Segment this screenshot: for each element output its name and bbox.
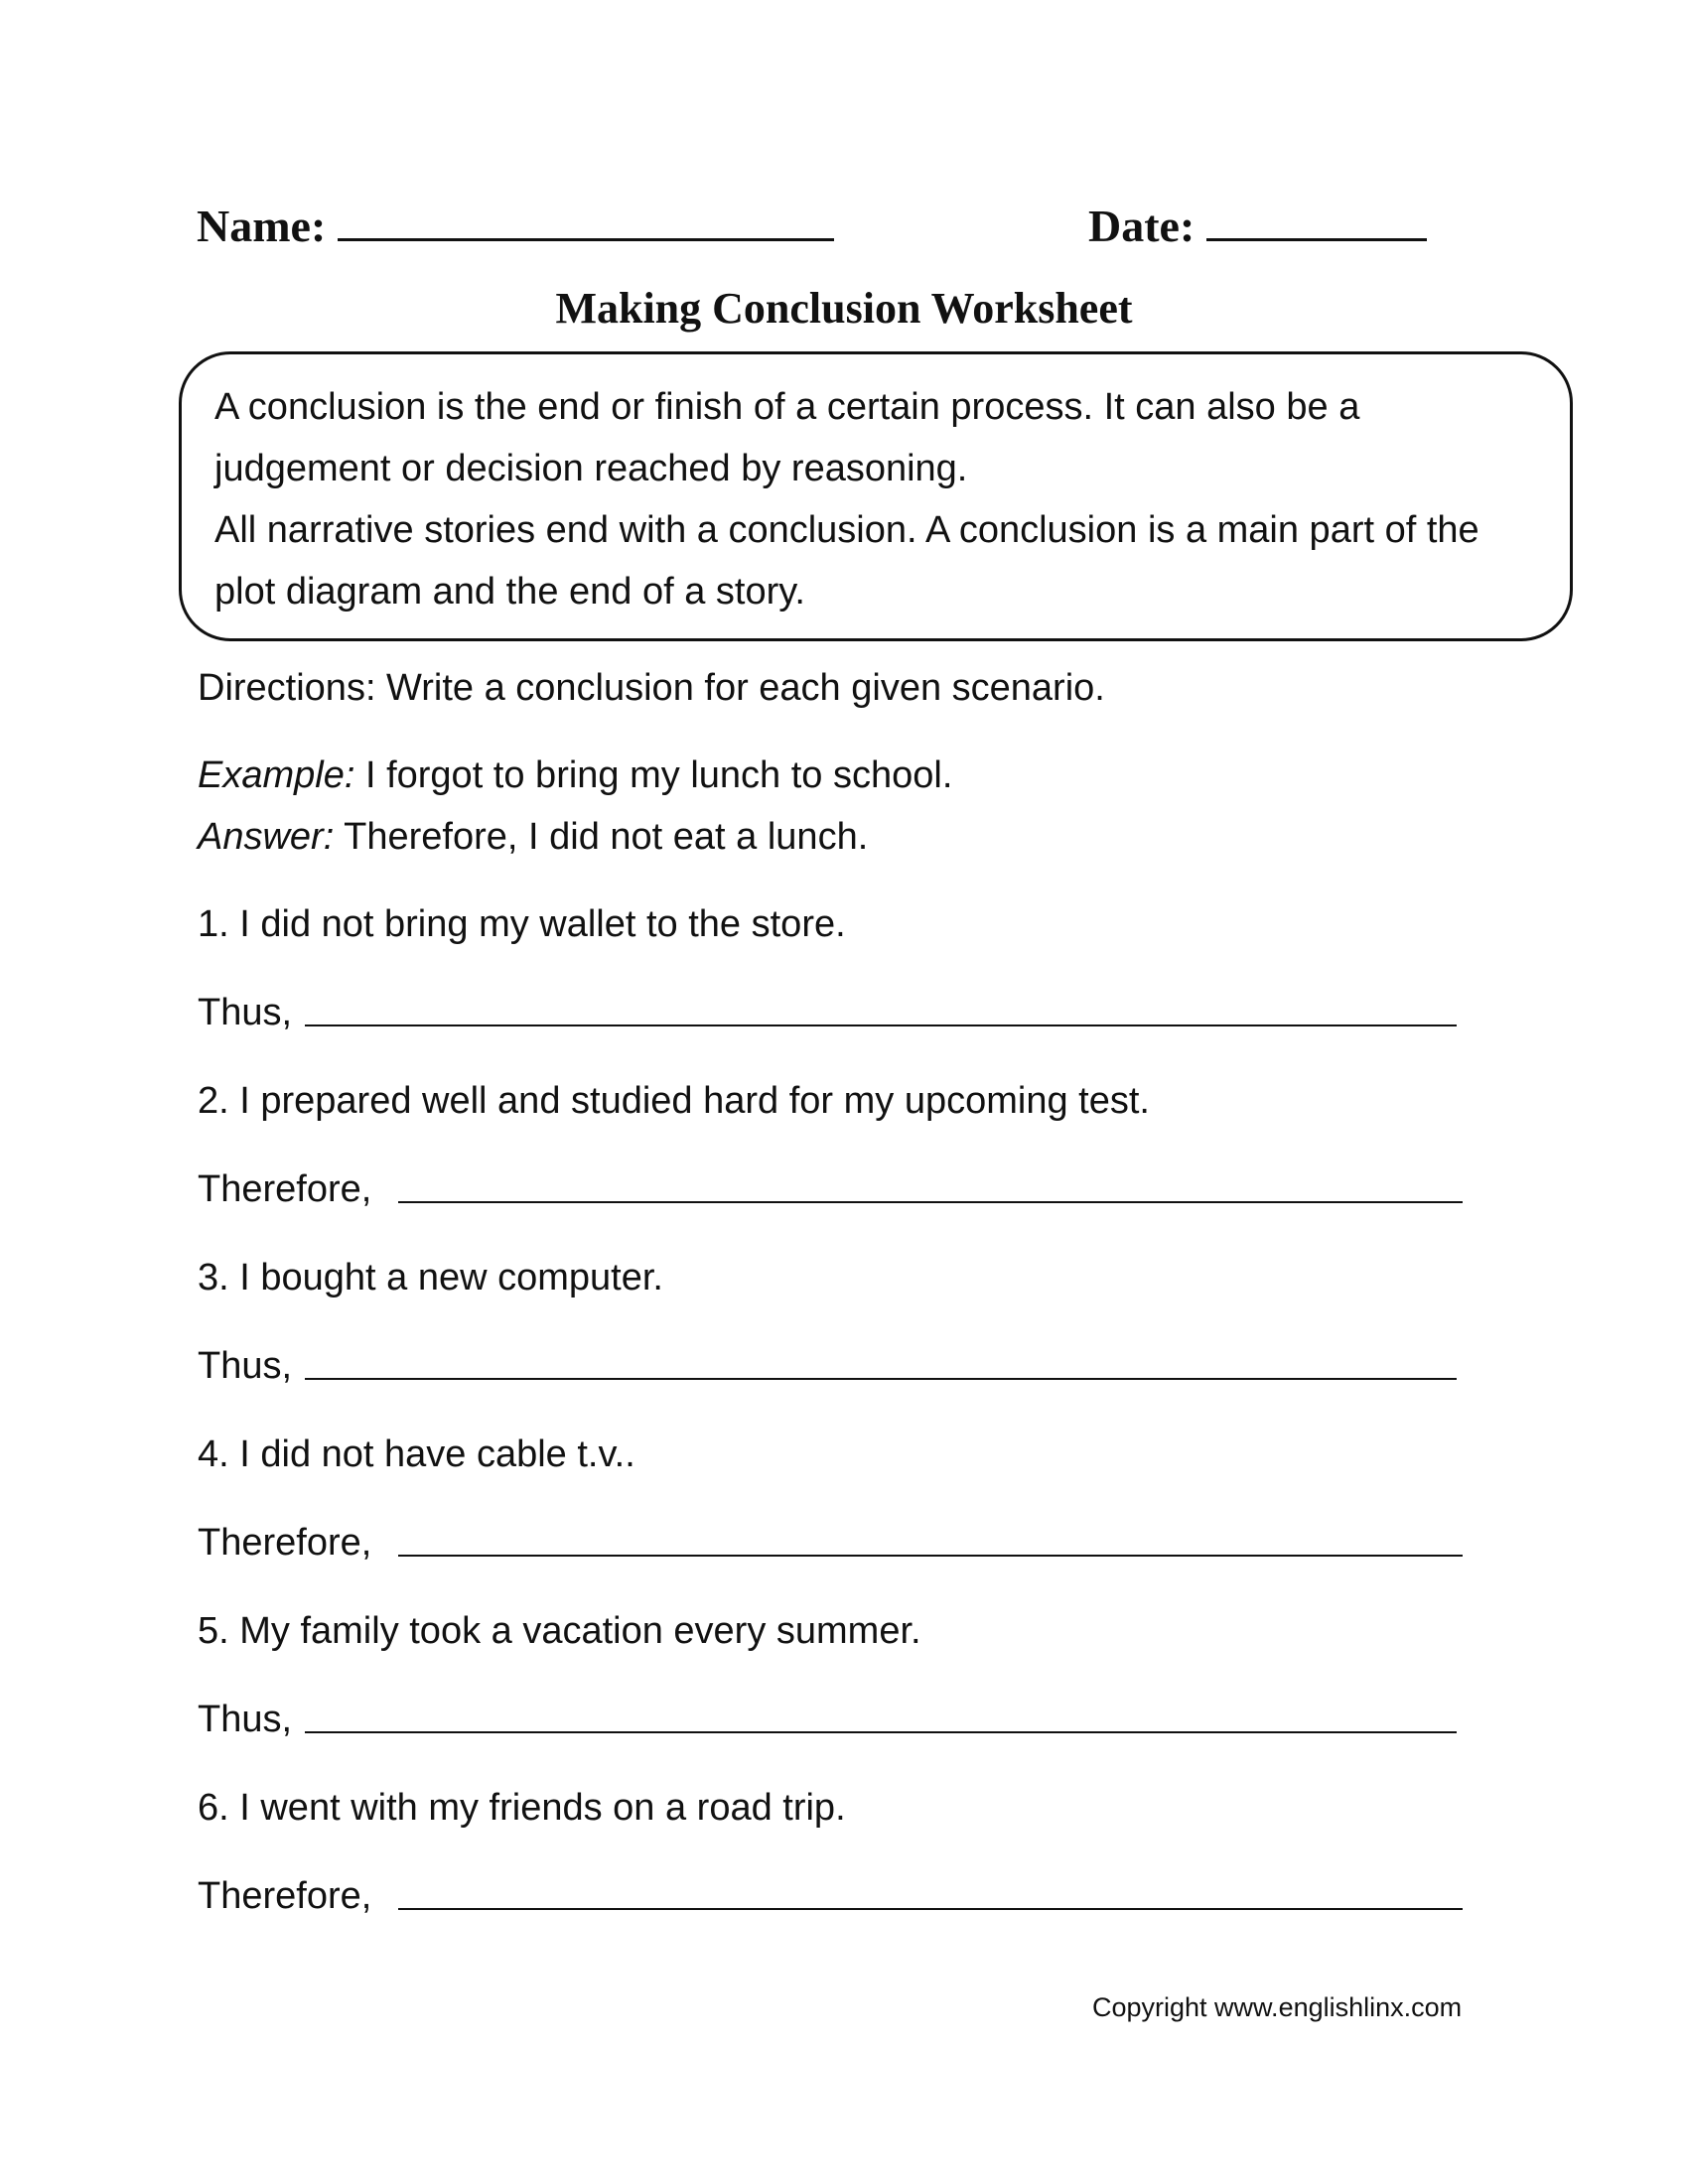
definition-text-1: A conclusion is the end or finish of a certain process. It can also be a judgement or decision reached by reasoning. [214, 386, 1360, 489]
question-4-prompt: 4. I did not have cable t.v.. [198, 1433, 635, 1475]
answer-blank[interactable] [305, 1731, 1457, 1733]
answer-label: Thus, [198, 1699, 293, 1740]
definition-text-2: All narrative stories end with a conclusion. A conclusion is a main part of the plot diagram and the end of a story. [214, 509, 1479, 613]
date-blank[interactable] [1206, 195, 1427, 241]
directions: Directions: Write a conclusion for each given scenario. [198, 667, 1105, 709]
example-label: Example: [198, 754, 355, 796]
example-line [198, 754, 952, 797]
answer-label: Therefore, [198, 1522, 372, 1564]
copyright-notice: Copyright www.englishlinx.com [1092, 1992, 1463, 2022]
answer-label: Therefore, [198, 1168, 372, 1210]
example-answer-text: Therefore, I did not eat a lunch. [334, 816, 869, 858]
date-label: Date: [1088, 201, 1196, 251]
answer-label: Thus, [198, 1345, 293, 1387]
name-blank[interactable] [338, 195, 834, 241]
answer-blank[interactable] [398, 1908, 1463, 1910]
date-field [1088, 195, 1427, 252]
header-row [197, 195, 1428, 254]
example-text: I forgot to bring my lunch to school. [354, 754, 953, 796]
definition-box [179, 351, 1573, 641]
question-1-answer [198, 992, 1459, 1034]
question-3-prompt: 3. I bought a new computer. [198, 1257, 663, 1298]
answer-label: Therefore, [198, 1875, 372, 1917]
question-5-answer [198, 1699, 1459, 1741]
question-6-answer [198, 1875, 1465, 1918]
answer-label: Thus, [198, 992, 293, 1033]
example-answer-line [198, 816, 868, 859]
question-5-prompt: 5. My family took a vacation every summer. [198, 1610, 921, 1652]
answer-blank[interactable] [305, 1024, 1457, 1026]
answer-blank[interactable] [305, 1378, 1457, 1380]
name-label: Name: [197, 201, 327, 251]
name-field [197, 195, 834, 252]
question-4-answer [198, 1522, 1465, 1565]
answer-blank[interactable] [398, 1201, 1463, 1203]
question-6-prompt: 6. I went with my friends on a road trip. [198, 1787, 846, 1829]
question-1-prompt: 1. I did not bring my wallet to the store. [198, 903, 846, 945]
question-2-answer [198, 1168, 1465, 1211]
worksheet-title: Making Conclusion Worksheet [555, 284, 1133, 333]
question-3-answer [198, 1345, 1459, 1388]
example-answer-label: Answer: [198, 816, 335, 858]
answer-blank[interactable] [398, 1555, 1463, 1557]
question-2-prompt: 2. I prepared well and studied hard for my upcoming test. [198, 1080, 1150, 1122]
